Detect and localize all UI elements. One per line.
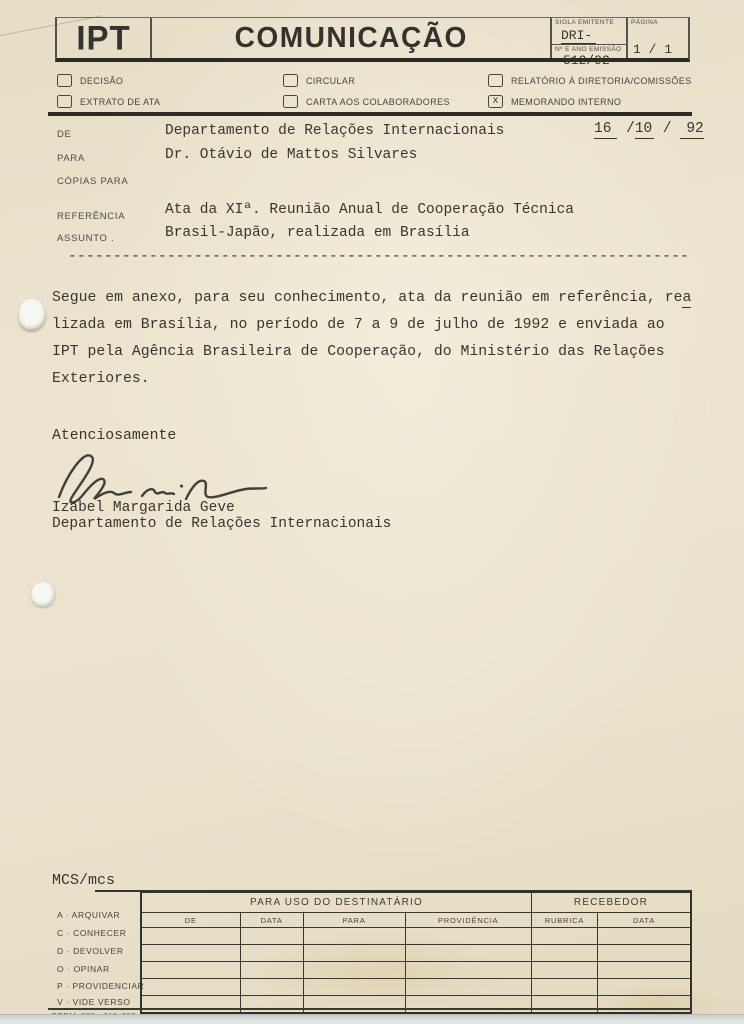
table-row — [141, 928, 691, 945]
date-month: 10 — [634, 121, 653, 137]
checkbox-label: EXTRATO DE ATA — [80, 96, 161, 107]
sigla-emitente-value: DRI- — [561, 29, 596, 44]
checkbox-extrato-de-ata — [57, 95, 160, 108]
body-paragraph — [52, 285, 691, 393]
memo-title: COMUNICAÇÃO — [234, 21, 468, 54]
column-header-rubrica: RUBRICA — [532, 913, 598, 928]
column-header-data-2: DATA — [598, 913, 692, 928]
field-label-copias-para: CÓPIAS PARA — [57, 176, 129, 187]
column-header-providencia: PROVIDÊNCIA — [405, 913, 532, 928]
field-label-de: DE — [57, 129, 72, 140]
checkbox-relatorio-diretoria — [488, 74, 692, 87]
memo-title-cell — [152, 18, 550, 58]
numero-emissao-cell — [552, 45, 626, 67]
date-separator: / — [626, 121, 635, 137]
table-row — [141, 979, 691, 996]
closing-salutation: Atenciosamente — [52, 428, 177, 444]
checkbox-box — [488, 74, 503, 87]
signer-name: Izabel Margarida Geve — [52, 500, 235, 516]
table-row — [141, 962, 691, 979]
body-line: Exteriores. — [52, 371, 150, 387]
field-label-para: PARA — [57, 153, 85, 164]
date-year: 92 — [680, 122, 703, 139]
checkbox-box — [283, 95, 298, 108]
checkbox-memorando-interno — [488, 95, 621, 108]
numero-emissao-value: 512/92 — [563, 53, 610, 68]
dashed-separator: --------------------------------------------------------------------- — [68, 249, 690, 265]
checkbox-label: CARTA AOS COLABORADORES — [306, 96, 450, 107]
scanner-background-strip — [0, 1014, 744, 1024]
checkbox-label: CIRCULAR — [306, 75, 356, 86]
legend-conhecer: C · CONHECER — [57, 928, 127, 938]
signer-department: Departamento de Relações Internacionais — [52, 516, 392, 532]
numero-emissao-label: Nº E ANO EMISSÃO — [555, 46, 622, 53]
sigla-emitente-column — [552, 18, 628, 68]
header-divider-rule — [48, 112, 692, 116]
sigla-emitente-cell — [552, 18, 626, 45]
column-header-de: DE — [141, 913, 240, 928]
punch-hole — [31, 582, 55, 607]
checkbox-label: RELATÓRIO À DIRETORIA/COMISSÕES — [511, 75, 692, 86]
ipt-logo-text: IPT — [76, 18, 131, 57]
checkbox-box — [283, 74, 298, 87]
checkbox-carta-colaboradores — [283, 95, 450, 108]
checkbox-label: MEMORANDO INTERNO — [511, 96, 622, 107]
checkbox-circular — [283, 74, 355, 87]
body-line: Segue em anexo, para seu conhecimento, ata da reunião em referência, rea — [52, 290, 692, 306]
checkbox-x-mark: x — [492, 95, 499, 107]
referencia-line-2: Brasil-Japão, realizada em Brasília — [165, 225, 470, 241]
legend-vide-verso: V · VIDE VERSO — [57, 997, 131, 1007]
pagina-label: PÁGINA — [631, 19, 658, 26]
legend-devolver: D · DEVOLVER — [57, 946, 124, 956]
field-label-referencia: REFERÊNCIA — [57, 211, 126, 222]
table-row — [141, 945, 691, 962]
legend-opinar: O · OPINAR — [57, 964, 110, 974]
date-day: 16 — [594, 122, 617, 139]
typist-initials: MCS/mcs — [52, 872, 116, 889]
punch-hole — [19, 299, 46, 330]
continuation-mark: a — [682, 290, 692, 306]
memo-header — [55, 17, 690, 68]
body-line: IPT pela Agência Brasileira de Cooperação, do Ministério das Relações — [52, 344, 665, 360]
header-info-box — [550, 18, 688, 68]
routing-table-destinatario-header: PARA USO DO DESTINATÁRIO — [141, 892, 532, 913]
column-header-data: DATA — [240, 913, 303, 928]
legend-arquivar: A · ARQUIVAR — [57, 910, 121, 920]
date-separator: / — [662, 121, 672, 137]
checkbox-decisao — [57, 74, 123, 87]
pagina-value: 1 / 1 — [633, 42, 673, 57]
sigla-emitente-label: SIGLA EMITENTE — [555, 19, 615, 26]
checkbox-box-checked — [488, 95, 503, 108]
field-label-assunto: ASSUNTO . — [57, 233, 115, 244]
checkbox-box — [57, 74, 72, 87]
checkbox-box — [57, 95, 72, 108]
field-value-para: Dr. Otávio de Mattos Silvares — [165, 147, 418, 163]
column-header-para: PARA — [303, 913, 405, 928]
table-row — [141, 996, 691, 1014]
routing-table — [140, 891, 692, 1014]
checkbox-label: DECISÃO — [80, 75, 124, 86]
date-value — [594, 122, 704, 139]
referencia-line-1: Ata da XIª. Reunião Anual de Cooperação Técnica — [165, 202, 574, 218]
ipt-logo — [57, 18, 152, 58]
footer-bottom-rule — [48, 1008, 692, 1010]
routing-table-recebedor-header: RECEBEDOR — [532, 892, 692, 913]
field-value-de: Departamento de Relações Internacionais — [165, 123, 505, 139]
body-line: lizada em Brasília, no período de 7 a 9 de julho de 1992 e enviada ao — [52, 317, 665, 333]
pagina-cell — [628, 18, 688, 58]
legend-providenciar: P · PROVIDENCIAR — [57, 981, 145, 991]
